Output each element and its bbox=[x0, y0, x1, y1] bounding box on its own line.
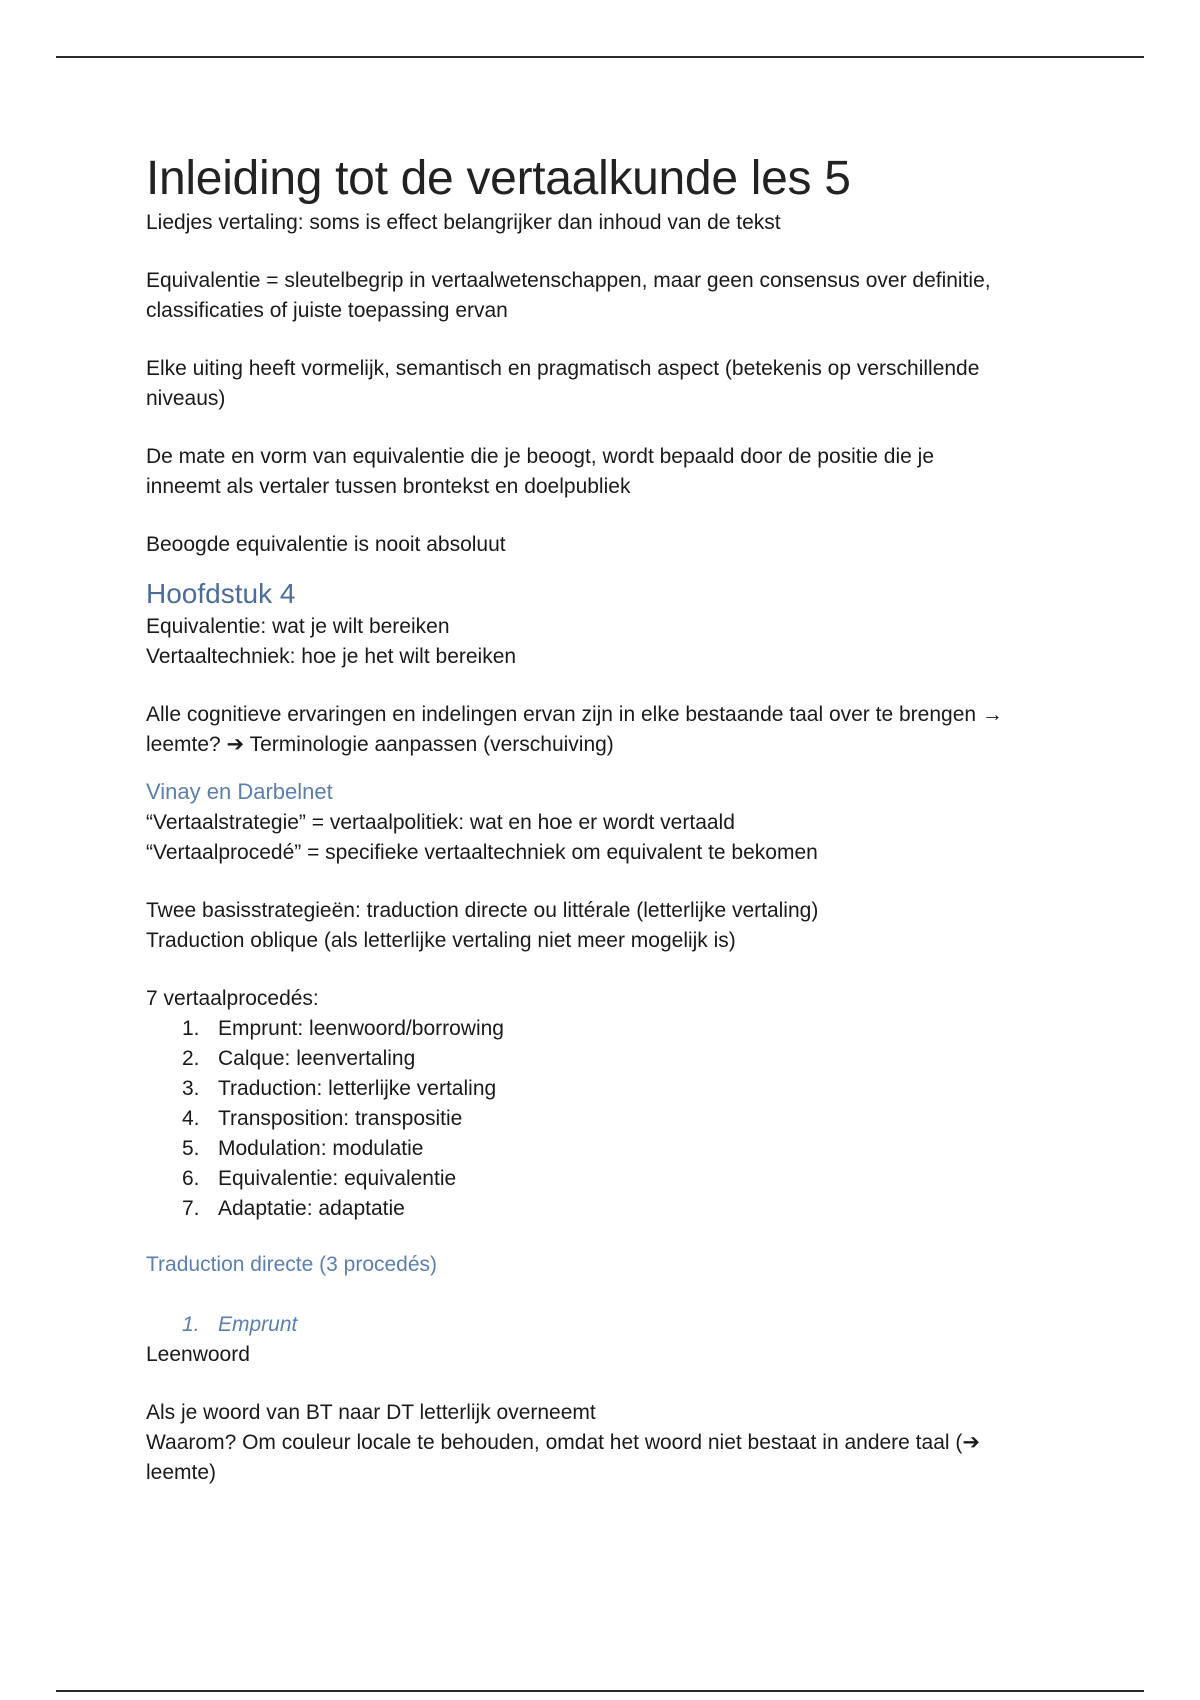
list-item-number: 2. bbox=[182, 1047, 200, 1070]
list-item-number: 4. bbox=[182, 1107, 200, 1130]
document-page bbox=[146, 150, 1066, 1488]
list-item-text: Traduction: letterlijke vertaling bbox=[218, 1077, 497, 1100]
directe-line-4: leemte) bbox=[146, 1461, 217, 1484]
list-item bbox=[146, 1104, 1066, 1134]
chapter-line-1: Equivalentie: wat je wilt bereiken bbox=[146, 615, 450, 638]
list-item-number: 7. bbox=[182, 1197, 200, 1220]
directe-line-1: Leenwoord bbox=[146, 1343, 250, 1366]
chapter-line-2: Vertaaltechniek: hoe je het wilt bereiken bbox=[146, 645, 517, 668]
intro-paragraph-1: Liedjes vertaling: soms is effect belangrijker dan inhoud van de tekst bbox=[146, 211, 781, 234]
list-item-number: 1. bbox=[182, 1017, 200, 1040]
intro-paragraph-3-line-2: niveaus) bbox=[146, 387, 226, 410]
directe-line-3 bbox=[146, 1428, 1066, 1458]
emprunt-subheading-number: 1. bbox=[182, 1313, 200, 1336]
list-item-text: Transposition: transpositie bbox=[218, 1107, 463, 1130]
page-title: Inleiding tot de vertaalkunde les 5 bbox=[146, 152, 851, 205]
chapter-heading: Hoofdstuk 4 bbox=[146, 578, 296, 609]
list-item-number: 3. bbox=[182, 1077, 200, 1100]
list-item bbox=[146, 1194, 1066, 1224]
vinay-line-3: Twee basisstrategieën: traduction directe ou littérale (letterlijke vertaling) bbox=[146, 899, 819, 922]
directe-heading: Traduction directe (3 procedés) bbox=[146, 1253, 438, 1276]
intro-paragraph-2-line-2: classificaties of juiste toepassing ervan bbox=[146, 299, 508, 322]
chapter-paragraph-line-2-end: Terminologie aanpassen (verschuiving) bbox=[244, 733, 614, 756]
arrow-right-icon: ➔ bbox=[962, 1431, 980, 1454]
list-item bbox=[146, 1044, 1066, 1074]
list-item bbox=[146, 1134, 1066, 1164]
list-item-text: Equivalentie: equivalentie bbox=[218, 1167, 457, 1190]
arrow-right-icon: ➔ bbox=[226, 733, 245, 756]
emprunt-subheading-title: Emprunt bbox=[218, 1313, 298, 1336]
bottom-rule bbox=[56, 1690, 1144, 1692]
procedes-list bbox=[146, 1014, 1066, 1224]
procedes-list-intro: 7 vertaalprocedés: bbox=[146, 987, 319, 1010]
intro-paragraph-4-line-2: inneemt als vertaler tussen brontekst en doelpubliek bbox=[146, 475, 631, 498]
list-item-number: 5. bbox=[182, 1137, 200, 1160]
directe-line-3-text: Waarom? Om couleur locale te behouden, omdat het woord niet bestaat in andere taal ( bbox=[146, 1431, 963, 1454]
list-item-text: Emprunt: leenwoord/borrowing bbox=[218, 1017, 504, 1040]
list-item-number: 6. bbox=[182, 1167, 200, 1190]
vinay-line-2: “Vertaalprocedé” = specifieke vertaaltechniek om equivalent te bekomen bbox=[146, 841, 818, 864]
list-item bbox=[146, 1074, 1066, 1104]
list-item bbox=[146, 1014, 1066, 1044]
chapter-paragraph-line-2-start: leemte? bbox=[146, 733, 227, 756]
vinay-heading: Vinay en Darbelnet bbox=[146, 779, 333, 804]
chapter-paragraph-line-1: Alle cognitieve ervaringen en indelingen ervan zijn in elke bestaande taal over te brengen → bbox=[146, 703, 1003, 726]
list-item bbox=[146, 1164, 1066, 1194]
vinay-line-4: Traduction oblique (als letterlijke vertaling niet meer mogelijk is) bbox=[146, 929, 736, 952]
list-item-text: Calque: leenvertaling bbox=[218, 1047, 416, 1070]
chapter-paragraph-line-2 bbox=[146, 730, 1066, 760]
top-rule bbox=[56, 56, 1144, 58]
directe-line-2: Als je woord van BT naar DT letterlijk overneemt bbox=[146, 1401, 596, 1424]
intro-paragraph-4-line-1: De mate en vorm van equivalentie die je beoogt, wordt bepaald door de positie die je bbox=[146, 445, 935, 468]
intro-paragraph-3-line-1: Elke uiting heeft vormelijk, semantisch en pragmatisch aspect (betekenis op verschillende bbox=[146, 357, 980, 380]
list-item-text: Adaptatie: adaptatie bbox=[218, 1197, 405, 1220]
intro-paragraph-2-line-1: Equivalentie = sleutelbegrip in vertaalwetenschappen, maar geen consensus over definitie, bbox=[146, 269, 991, 292]
emprunt-subheading bbox=[146, 1310, 1066, 1340]
list-item-text: Modulation: modulatie bbox=[218, 1137, 424, 1160]
vinay-line-1: “Vertaalstrategie” = vertaalpolitiek: wat en hoe er wordt vertaald bbox=[146, 811, 735, 834]
intro-paragraph-5: Beoogde equivalentie is nooit absoluut bbox=[146, 533, 506, 556]
